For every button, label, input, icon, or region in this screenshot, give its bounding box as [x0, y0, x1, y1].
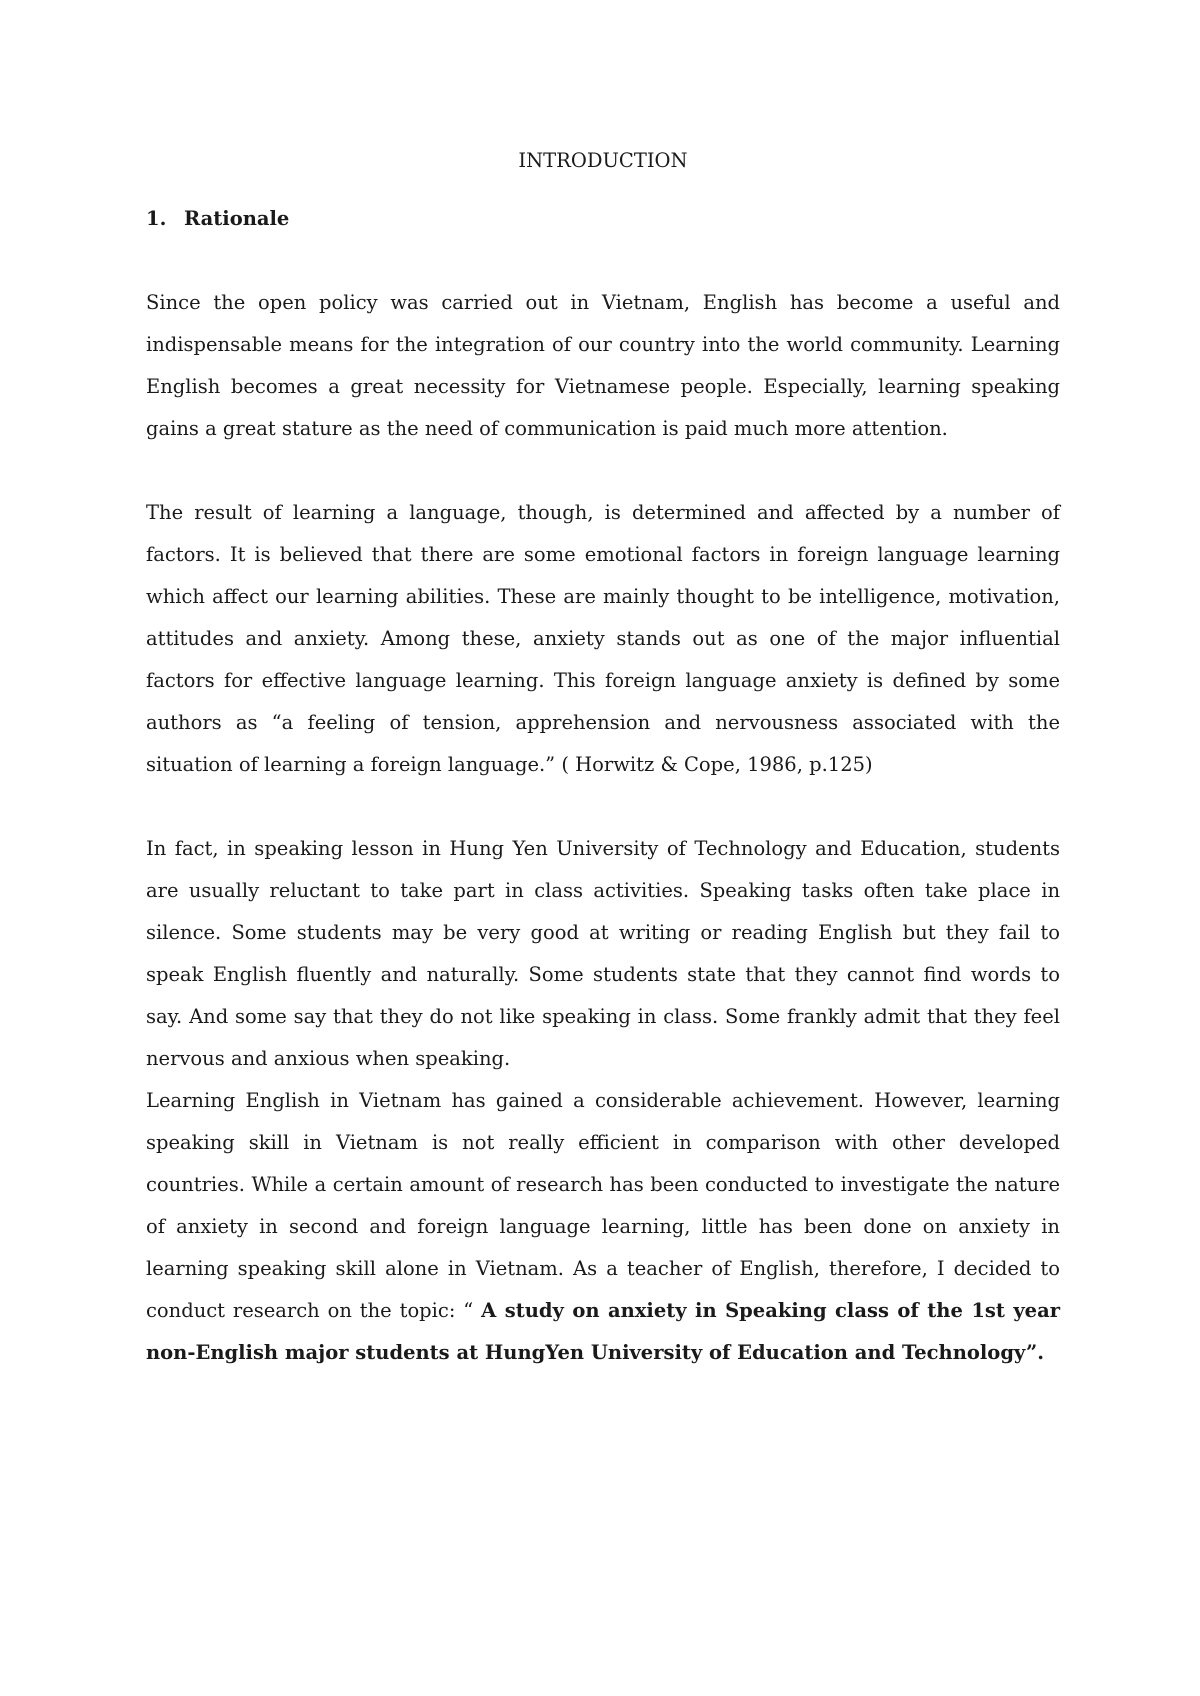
section-title-text: Rationale — [184, 207, 290, 230]
paragraph-factors: The result of learning a language, though, is determined and affected by a number of factors. It is believed that there are some emotional factors in foreign language learning which affect our learning abilities. These are mainly thought to be intelligence, motivation, attitudes and anxiety. Among these, anxiety stands out as one of the major influential factors for effective language learning. This foreign language anxiety is defined by some authors as “a feeling of tension, apprehension and nervousness associated with the situation of learning a foreign language.” ( Horwitz & Cope, 1986, p.125) — [146, 501, 1060, 776]
paragraph-open-policy: Since the open policy was carried out in Vietnam, English has become a useful and indispensable means for the integration of our country into the world community. Learning English becomes a great necessity for Vietnamese people. Especially, learning speaking gains a great stature as the need of communication is paid much more attention. — [146, 291, 1060, 440]
spacer — [146, 240, 1060, 282]
paragraph-research-topic — [146, 1080, 1060, 1374]
section-number: 1. — [146, 207, 167, 230]
spacer — [146, 450, 1060, 492]
paragraph-speaking-lesson: In fact, in speaking lesson in Hung Yen University of Technology and Education, students are usually reluctant to take part in class activities. Speaking tasks often take place in silence. Some students may be very good at writing or reading English but they fail to speak English fluently and naturally. Some students state that they cannot find words to say. And some say that they do not like speaking in class. Some frankly admit that they feel nervous and anxious when speaking. — [146, 837, 1060, 1070]
document-body — [146, 140, 1060, 1374]
page-heading: INTRODUCTION — [518, 149, 688, 172]
spacer — [146, 786, 1060, 828]
research-topic-title: A study on anxiety in Speaking class of the 1st year non-English major students at HungYen University of Education and Technology”. — [146, 1299, 1060, 1364]
section-title — [146, 198, 1060, 240]
paragraph-research-text: Learning English in Vietnam has gained a considerable achievement. However, learning speaking skill in Vietnam is not really efficient in comparison with other developed countries. While a certain amount of research has been conducted to investigate the nature of anxiety in second and foreign language learning, little has been done on anxiety in learning speaking skill alone in Vietnam. As a teacher of English, therefore, I decided to conduct research on the topic: “ — [146, 1089, 1060, 1322]
